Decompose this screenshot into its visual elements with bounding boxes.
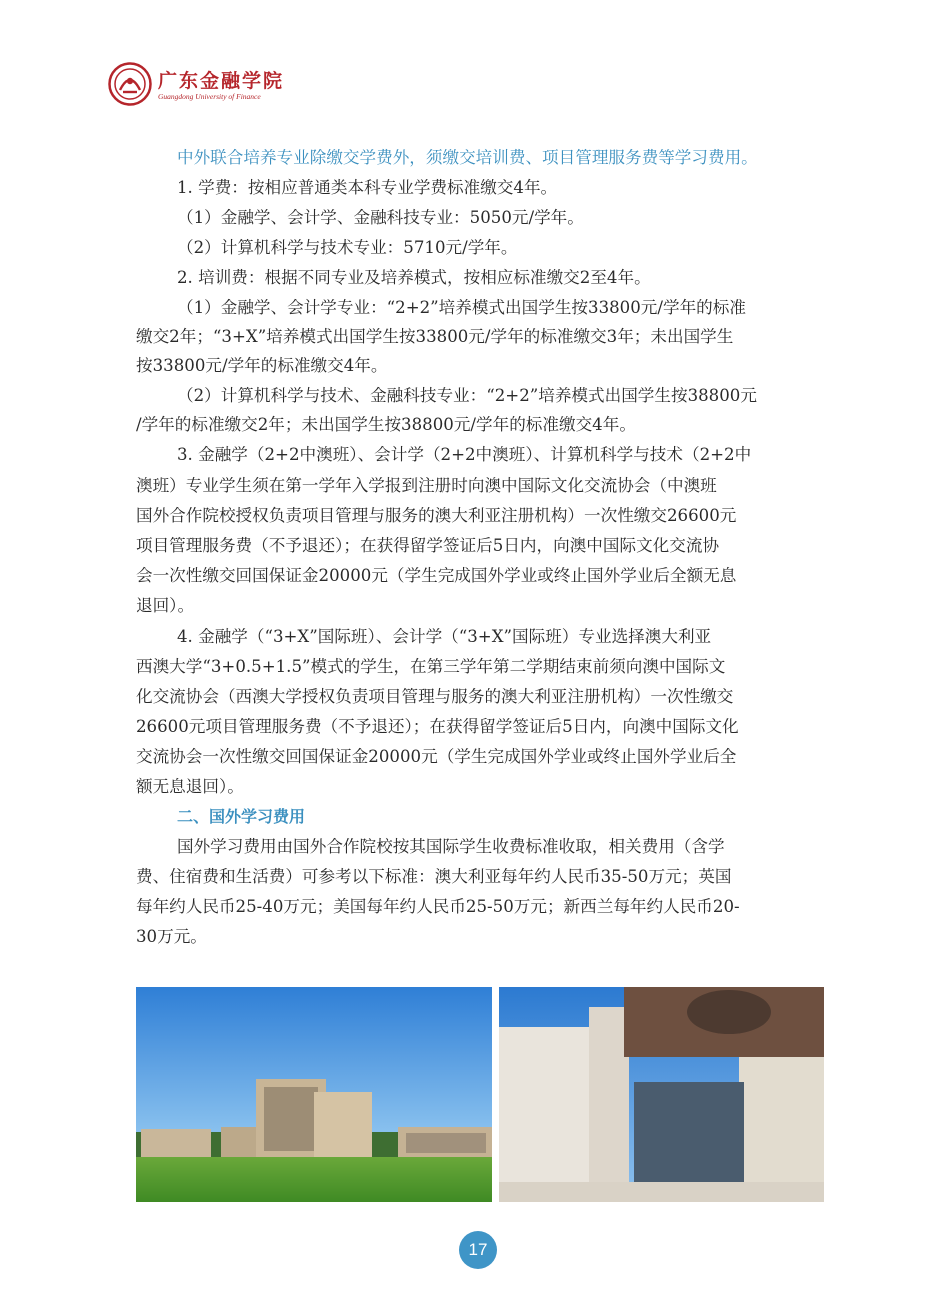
section-heading: 二、国外学习费用 — [177, 807, 306, 826]
paragraph-line: 每年约人民币25-40万元；美国每年约人民币25-50万元；新西兰每年约人民币20- — [136, 897, 740, 916]
paragraph-line: （1）金融学、会计学专业：“2+2”培养模式出国学生按33800元/学年的标准 — [177, 298, 746, 317]
paragraph-line: 西澳大学“3+0.5+1.5”模式的学生，在第三学年第二学期结束前须向澳中国际文 — [136, 657, 726, 676]
intro-paragraph: 中外联合培养专业除缴交学费外，须缴交培训费、项目管理服务费等学习费用。 — [177, 148, 758, 167]
paragraph-line: 交流协会一次性缴交回国保证金20000元（学生完成国外学业或终止国外学业后全 — [136, 747, 737, 766]
campus-photo-left — [136, 987, 492, 1202]
campus-photo-right — [499, 987, 824, 1202]
paragraph-line: 项目管理服务费（不予退还）；在获得留学签证后5日内，向澳中国际文化交流协 — [136, 536, 720, 555]
paragraph-line: 按33800元/学年的标准缴交4年。 — [136, 356, 388, 375]
school-name-cn: 广东金融学院 — [158, 70, 285, 92]
paragraph-line: 2. 培训费：根据不同专业及培养模式，按相应标准缴交2至4年。 — [177, 268, 651, 287]
paragraph-line: 国外合作院校授权负责项目管理与服务的澳大利亚注册机构）一次性缴交26600元 — [136, 506, 737, 525]
paragraph-line: 26600元项目管理服务费（不予退还）；在获得留学签证后5日内，向澳中国际文化 — [136, 717, 739, 736]
paragraph-line: （2）计算机科学与技术专业：5710元/学年。 — [177, 238, 518, 257]
paragraph-line: 缴交2年；“3+X”培养模式出国学生按33800元/学年的标准缴交3年；未出国学生 — [136, 327, 734, 346]
paragraph-line: 国外学习费用由国外合作院校按其国际学生收费标准收取，相关费用（含学 — [177, 837, 725, 856]
paragraph-line: 4. 金融学（“3+X”国际班）、会计学（“3+X”国际班）专业选择澳大利亚 — [177, 627, 712, 646]
paragraph-line: （2）计算机科学与技术、金融科技专业：“2+2”培养模式出国学生按38800元 — [177, 386, 757, 405]
paragraph-line: 澳班）专业学生须在第一学年入学报到注册时向澳中国际文化交流协会（中澳班 — [136, 476, 717, 495]
page-number: 17 — [459, 1231, 497, 1269]
paragraph-line: 费、住宿费和生活费）可参考以下标准：澳大利亚每年约人民币35-50万元；英国 — [136, 867, 732, 886]
school-name-en: Guangdong University of Finance — [158, 92, 261, 101]
paragraph-line: 3. 金融学（2+2中澳班）、会计学（2+2中澳班）、计算机科学与技术（2+2中 — [177, 445, 752, 464]
paragraph-line: 化交流协会（西澳大学授权负责项目管理与服务的澳大利亚注册机构）一次性缴交 — [136, 687, 734, 706]
school-emblem-icon — [108, 62, 152, 106]
paragraph-line: /学年的标准缴交2年；未出国学生按38800元/学年的标准缴交4年。 — [136, 415, 636, 434]
paragraph-line: 会一次性缴交回国保证金20000元（学生完成国外学业或终止国外学业后全额无息 — [136, 566, 737, 585]
paragraph-line: 额无息退回）。 — [136, 777, 244, 796]
paragraph-line: 1. 学费：按相应普通类本科专业学费标准缴交4年。 — [177, 178, 558, 197]
paragraph-line: 退回）。 — [136, 596, 195, 615]
paragraph-line: （1）金融学、会计学、金融科技专业：5050元/学年。 — [177, 208, 584, 227]
paragraph-line: 30万元。 — [136, 927, 207, 946]
school-logo — [108, 62, 288, 110]
